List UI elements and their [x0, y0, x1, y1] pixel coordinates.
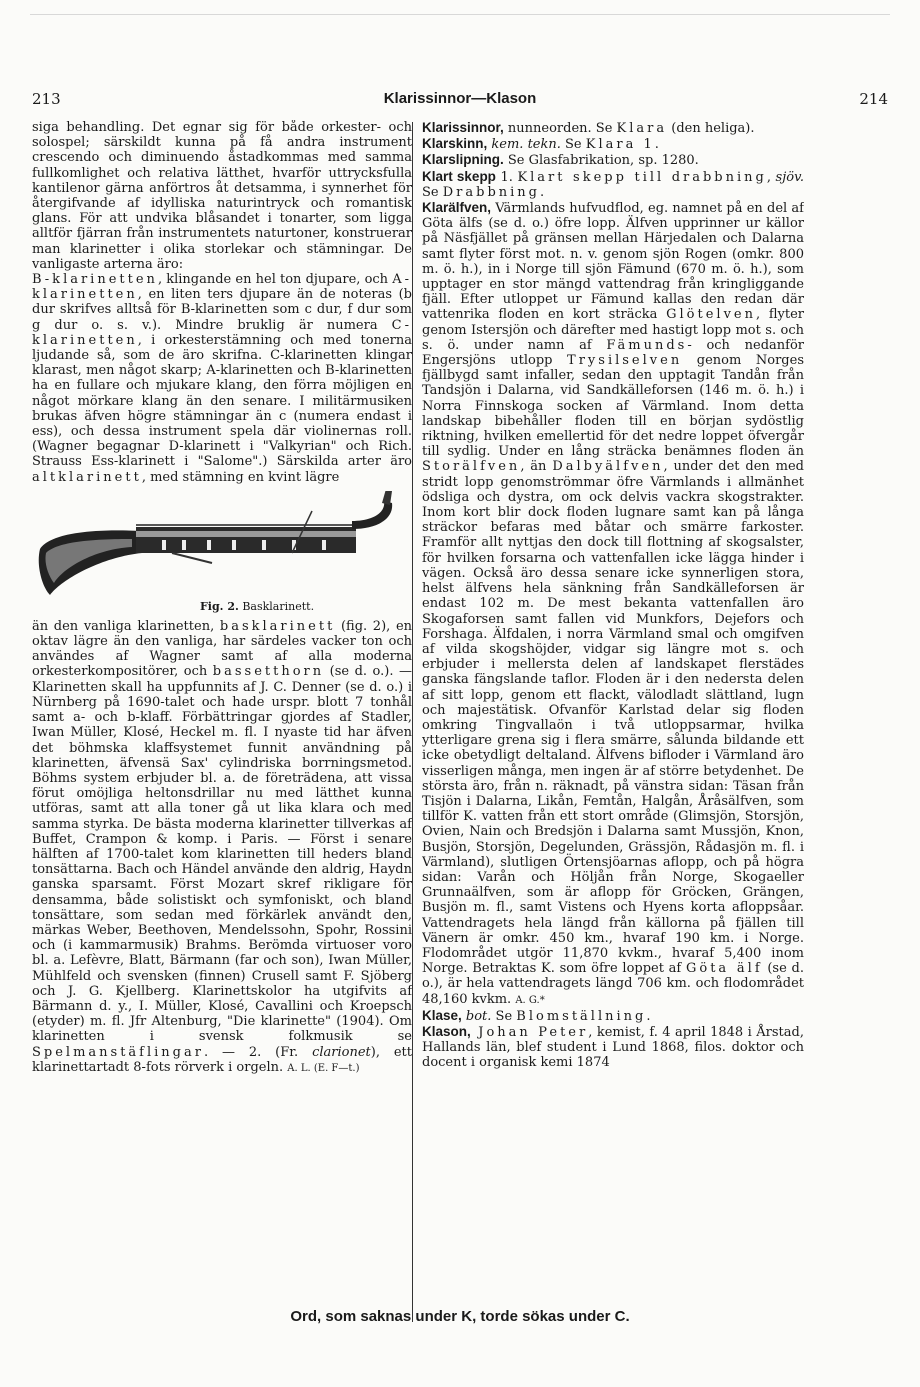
entry-klase: Klase, bot. Se Blomställning. — [422, 1007, 654, 1024]
author-signature: A. L. (E. F—t.) — [287, 1062, 360, 1074]
page-number-left: 213 — [32, 90, 61, 108]
bass-clarinet-figure — [32, 491, 412, 619]
page-title: Klarissinnor—Klason — [383, 90, 537, 107]
entry-klason: Klason, Johan Peter, kemist, f. 4 april 1848 i Årstad, Hallands län, blef student i Lund 1868, filos. doktor och docent i organisk kemi 1874 — [422, 1023, 804, 1071]
figure-label: Fig. 2. — [200, 599, 239, 613]
left-paragraph-1: siga behandling. Det egnar sig för både orkester- och solospel; särskildt kunna på få andra instrument crescendo och diminuendo åstadkommas med samma fullkomlighet och relativa lätthet, hvarför uttrycksfulla kantilenor gärna anförtros åt detsamma, i synnerhet för återgifvande af idylliska naturintryck och romantisk glans. För att undvika blåsandet i tonarter, som ligga alltför fjärran från instrumentets naturtoner, konstruerar man klarinetter i olika storlekar och stämningar. De vanligaste arterna äro: — [32, 120, 412, 272]
right-column — [422, 120, 804, 1305]
entry-klarissinnor: Klarissinnor, nunneorden. Se Klara (den heliga). — [422, 120, 755, 136]
column-divider — [412, 122, 413, 1322]
left-paragraph-3: än den vanliga klarinetten, basklarinett (fig. 2), en oktav lägre än den vanliga, har särdeles vacker ton och användes af Wagner samt af alla moderna orkesterkompositörer, och bassetthorn (se d. o.). — Klarinetten skall ha uppfunnits af J. C. Denner (se d. o.) i Nürnberg på 1690-talet och hade urspr. blott 7 tonhål samt a- och b-klaff. Förbättringar gjordes af Stadler, Iwan Müller, Klosé, Heckel m. fl. I nyaste tid har äfven det böhmska klaffsystemet funnit användning på klarinetten, äfvensä Sax' cylindriska borrningsmetod. Böhms system erbjuder bl. a. de företrädena, att vissa förut omöjliga heltonsdrillar nu med lätthet kunna utföras, samt att alla toner gå ut lika klara och med samma styrka. De bästa moderna klarinetter tillverkas af Buffet, Crampon & komp. i Paris. — Först i senare hälften af 1700-talet kom klarinetten till heders bland tonsättarna. Bach och Händel använde den aldrig, Haydn ganska sparsamt. Först Mozart skref rikligare för densamma, både solistiskt och symfoniskt, och bland tonsättare, som sedan med förkärlek användt den, märkas Weber, Beethoven, Mendelssohn, Spohr, Rossini och (i kammarmusik) Brahms. Berömda virtuoser voro bl. a. Lefèvre, Blatt, Bärmann (far och son), Iwan Müller, Mühlfeld och svensken (finnen) Crusell samt F. Sjöberg och J. G. Kjellberg. Klarinettskolor ha utgifvits af Bärmann d. y., I. Müller, Klosé, Cavallini och Kroepsch (etyder) m. fl. Jfr Altenburg, "Die klarinette" (1904). Om klarinetten i svensk folkmusik se Spelmanstäflingar. — 2. (Fr. clarionet), ett klarinettartadt 8-fots rörverk i orgeln. A. L. (E. F—t.) — [32, 618, 412, 1075]
page-header — [32, 90, 888, 114]
figure-caption-text: Basklarinett. — [242, 599, 315, 613]
figure-caption — [200, 599, 314, 614]
author-signature-right: A. G.* — [515, 994, 545, 1006]
entry-klarskinn: Klarskinn, kem. tekn. Se Klara 1. — [422, 136, 662, 153]
entry-klart-skepp: Klart skepp 1. Klart skepp till drabbning, sjöv. Se Drabbning. — [422, 168, 804, 200]
left-column — [32, 120, 412, 1305]
page-number-right: 214 — [859, 90, 888, 108]
entry-klaralfven: Klarälfven, Värmlands hufvudflod, eg. namnet på en del af Göta älfs (se d. o.) öfre lopp. Älfven upprinner ur källor på Näsfjället på gränsen mellan Härjedalen och Dalarna samt flyter först mot. n. v. genom sjön Rogen (omkr. 800 m. ö. h.), in i Norge till sjön Fämund (670 m. ö. h.), som upptager en stor mängd vattendrag från kringliggande fjäll. Efter utloppet ur Fämund kallas den redan där vattenrika floden en kort sträcka Glötelven, flyter genom Istersjön och därefter med hastigt lopp mot s. och s. ö. under namn af Fämunds- och nedanför Engersjöns utlopp Trysilselven genom Norges fjällbygd samt infaller, sedan den upptagit Tandån från Tandsjön i Dalarna, vid Sandkälleforsen (146 m. ö. h.) i Norra Finnskoga socken af Värmland. Inom detta landskap bibehåller floden till en början sydöstlig riktning, hvilken emellertid för det nedre loppet öfvergår till sydlig. Under en lång sträcka benämnes floden än Storälfven, än Dalbyälfven, under det den med stridt lopp genomströmmar öfre Värmlands i allmänhet ödsliga och dystra, om ock delvis vackra skogstrakter. Inom kort blir dock floden lugnare samt kan på långa sträckor befaras med båtar och smärre farkoster. Framför allt nyttjas den dock till flottning af skogsalster, för hvilken forsarna och vattenfallen icke lägga hinder i vägen. Också äro dessa senare icke synnerligen stora, helst älfvens hela sänkning från Sandkälleforsen är endast 102 m. De mest bekanta vattenfallen äro Skogaforsen samt fallen vid Munkfors, Dejefors och Forshaga. Älfdalen, i norra Värmland smal och omgifven af vilda skogshöjder, vidgar sig längre mot s. och erbjuder i mellersta delen af landskapet flerstädes ganska fängslande taflor. Floden är i den nedersta delen af sitt lopp, genom ett flackt, välodladt slättland, lugn och majestätisk. Ofvanför Karlstad delar sig floden omkring Tingvallaön i två utloppsarmar, hvilka ytterligare grena sig i flera smärre, sålunda bildande ett icke obetydligt deltaland. Älfvens bifloder i Värmland äro visserligen många, men ingen är af större betydenhet. De största äro, från n. räknadt, på vänstra sidan: Täsan från Tisjön i Dalarna, Likån, Femtån, Halgån, Åråsälfven, som tillför K. vatten från ett stort område (Glimsjön, Storsjön, Ovien, Nain och Bredsjön i Dalarna samt Mussjön, Knon, Busjön, Storsjön, Degelunden, Grässjön, Rådasjön m. fl. i Värmland), slutligen Örtensjöarnas aflopp, och på högra sidan: Varån och Höljån från Norge, Skogaeller Grunnaälfven, som är aflopp för Gröcken, Grängen, Busjön m. fl., samt Vistens och Hyens korta afloppsåar. Vattendragets hela längd från källorna på fjällen till Vänern är omkr. 450 km., hvaraf 190 km. i Norge. Flodområdet utgör 11,870 kvkm., hvaraf 5,400 inom Norge. Betraktas K. som öfre loppet af Göta älf (se d. o.), är hela vattendragets längd 706 km. och flodområdet 48,160 kvkm. A. G.* — [422, 200, 804, 1007]
scan-edge-line — [30, 14, 890, 15]
entry-klarslipning: Klarslipning. Se Glasfabrikation, sp. 1280. — [422, 152, 699, 169]
left-paragraph-2: B-klarinetten, klingande en hel ton djupare, och A-klarinetten, en liten ters djupare än de noteras (b dur skrifves alltså för B-klarinetten som c dur, f dur som g dur o. s. v.). Mindre bruklig är numera C-klarinetten, i orkesterstämning och med tonerna ljudande så, som de äro skrifna. C-klarinetten klingar klarast, men något skarp; A-klarinetten och B-klarinetten ha en fullare och mjukare klang, den förra möjligen en något mörkare klang än den senare. I militärmusiken brukas äfven högre stämningar än c (numera endast i ess), och dessa instrument spela där violinernas roll. (Wagner begagnar D-klarinett i "Valkyrian" och Rich. Strauss Ess-klarinett i "Salome".) Särskilda arter äro altklarinett, med stämning en kvint lägre — [32, 272, 412, 485]
footer-note: Ord, som saknas under K, torde sökas under C. — [290, 1308, 630, 1325]
